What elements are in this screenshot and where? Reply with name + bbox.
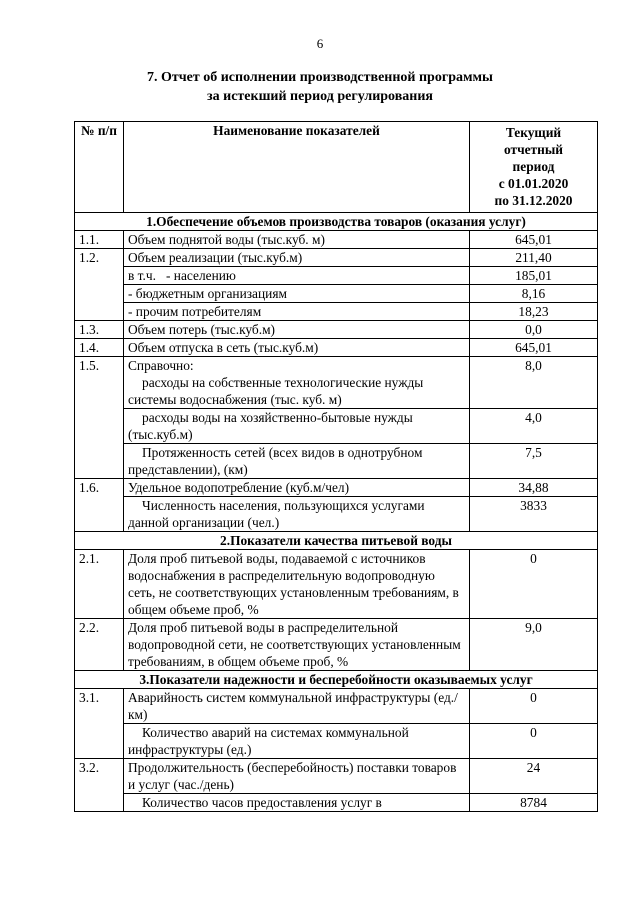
production-program-table [74, 121, 598, 812]
header-current-period: Текущий отчетный период с 01.01.2020 по 31.12.2020 [470, 122, 598, 213]
table-row: 1.1. Объем поднятой воды (тыс.куб. м) 645,01 [75, 231, 598, 249]
table-row: Численность населения, пользующихся услугами данной организации (чел.) 3833 [75, 497, 598, 532]
table-row: расходы на собственные технологические нужды системы водоснабжения (тыс. куб. м) [75, 374, 598, 409]
table-row: - бюджетным организациям 8,16 [75, 285, 598, 303]
table-row: 2.1. Доля проб питьевой воды, подаваемой с источников водоснабжения в распределительную водопроводную сеть, не соответствующих установленным требованиям, в общем объеме проб, % 0 [75, 550, 598, 619]
table-row: 1.3. Объем потерь (тыс.куб.м) 0,0 [75, 321, 598, 339]
page-number: 6 [316, 36, 324, 51]
report-title [0, 68, 640, 106]
table-row: 3.1. Аварийность систем коммунальной инфраструктуры (ед./км) 0 [75, 689, 598, 724]
report-title-line-1: 7. Отчет об исполнении производственной программы [146, 70, 493, 85]
table-row: 1.5. Справочно: 8,0 [75, 357, 598, 375]
table-row: Протяженность сетей (всех видов в однотрубном представлении), (км) 7,5 [75, 444, 598, 479]
table-row: 1.4. Объем отпуска в сеть (тыс.куб.м) 645,01 [75, 339, 598, 357]
section-heading: 1.Обеспечение объемов производства товаров (оказания услуг) [75, 213, 598, 231]
table-row: 2.2. Доля проб питьевой воды в распределительной водопроводной сети, не соответствующих установленным требованиям, в общем объеме проб, % 9,0 [75, 619, 598, 671]
table-row: 1.6. Удельное водопотребление (куб.м/чел) 34,88 [75, 479, 598, 497]
section-heading: 3.Показатели надежности и бесперебойности оказываемых услуг [75, 671, 598, 689]
table-row: 1.2. Объем реализации (тыс.куб.м) 211,40 [75, 249, 598, 267]
table-header [75, 122, 598, 213]
header-indicator-name: Наименование показателей [124, 122, 470, 213]
table-row: Количество часов предоставления услуг в 8784 [75, 794, 598, 812]
section-heading: 2.Показатели качества питьевой воды [75, 532, 598, 550]
table-row: Количество аварий на системах коммунальной инфраструктуры (ед.) 0 [75, 724, 598, 759]
report-title-line-2: за истекший период регулирования [207, 89, 433, 104]
table-row: 3.2. Продолжительность (бесперебойность) поставки товаров и услуг (час./день) 24 [75, 759, 598, 794]
table-row: - прочим потребителям 18,23 [75, 303, 598, 321]
table-row: в т.ч. - населению 185,01 [75, 267, 598, 285]
table-row: расходы воды на хозяйственно-бытовые нужды (тыс.куб.м) 4,0 [75, 409, 598, 444]
header-number: № п/п [75, 122, 124, 213]
